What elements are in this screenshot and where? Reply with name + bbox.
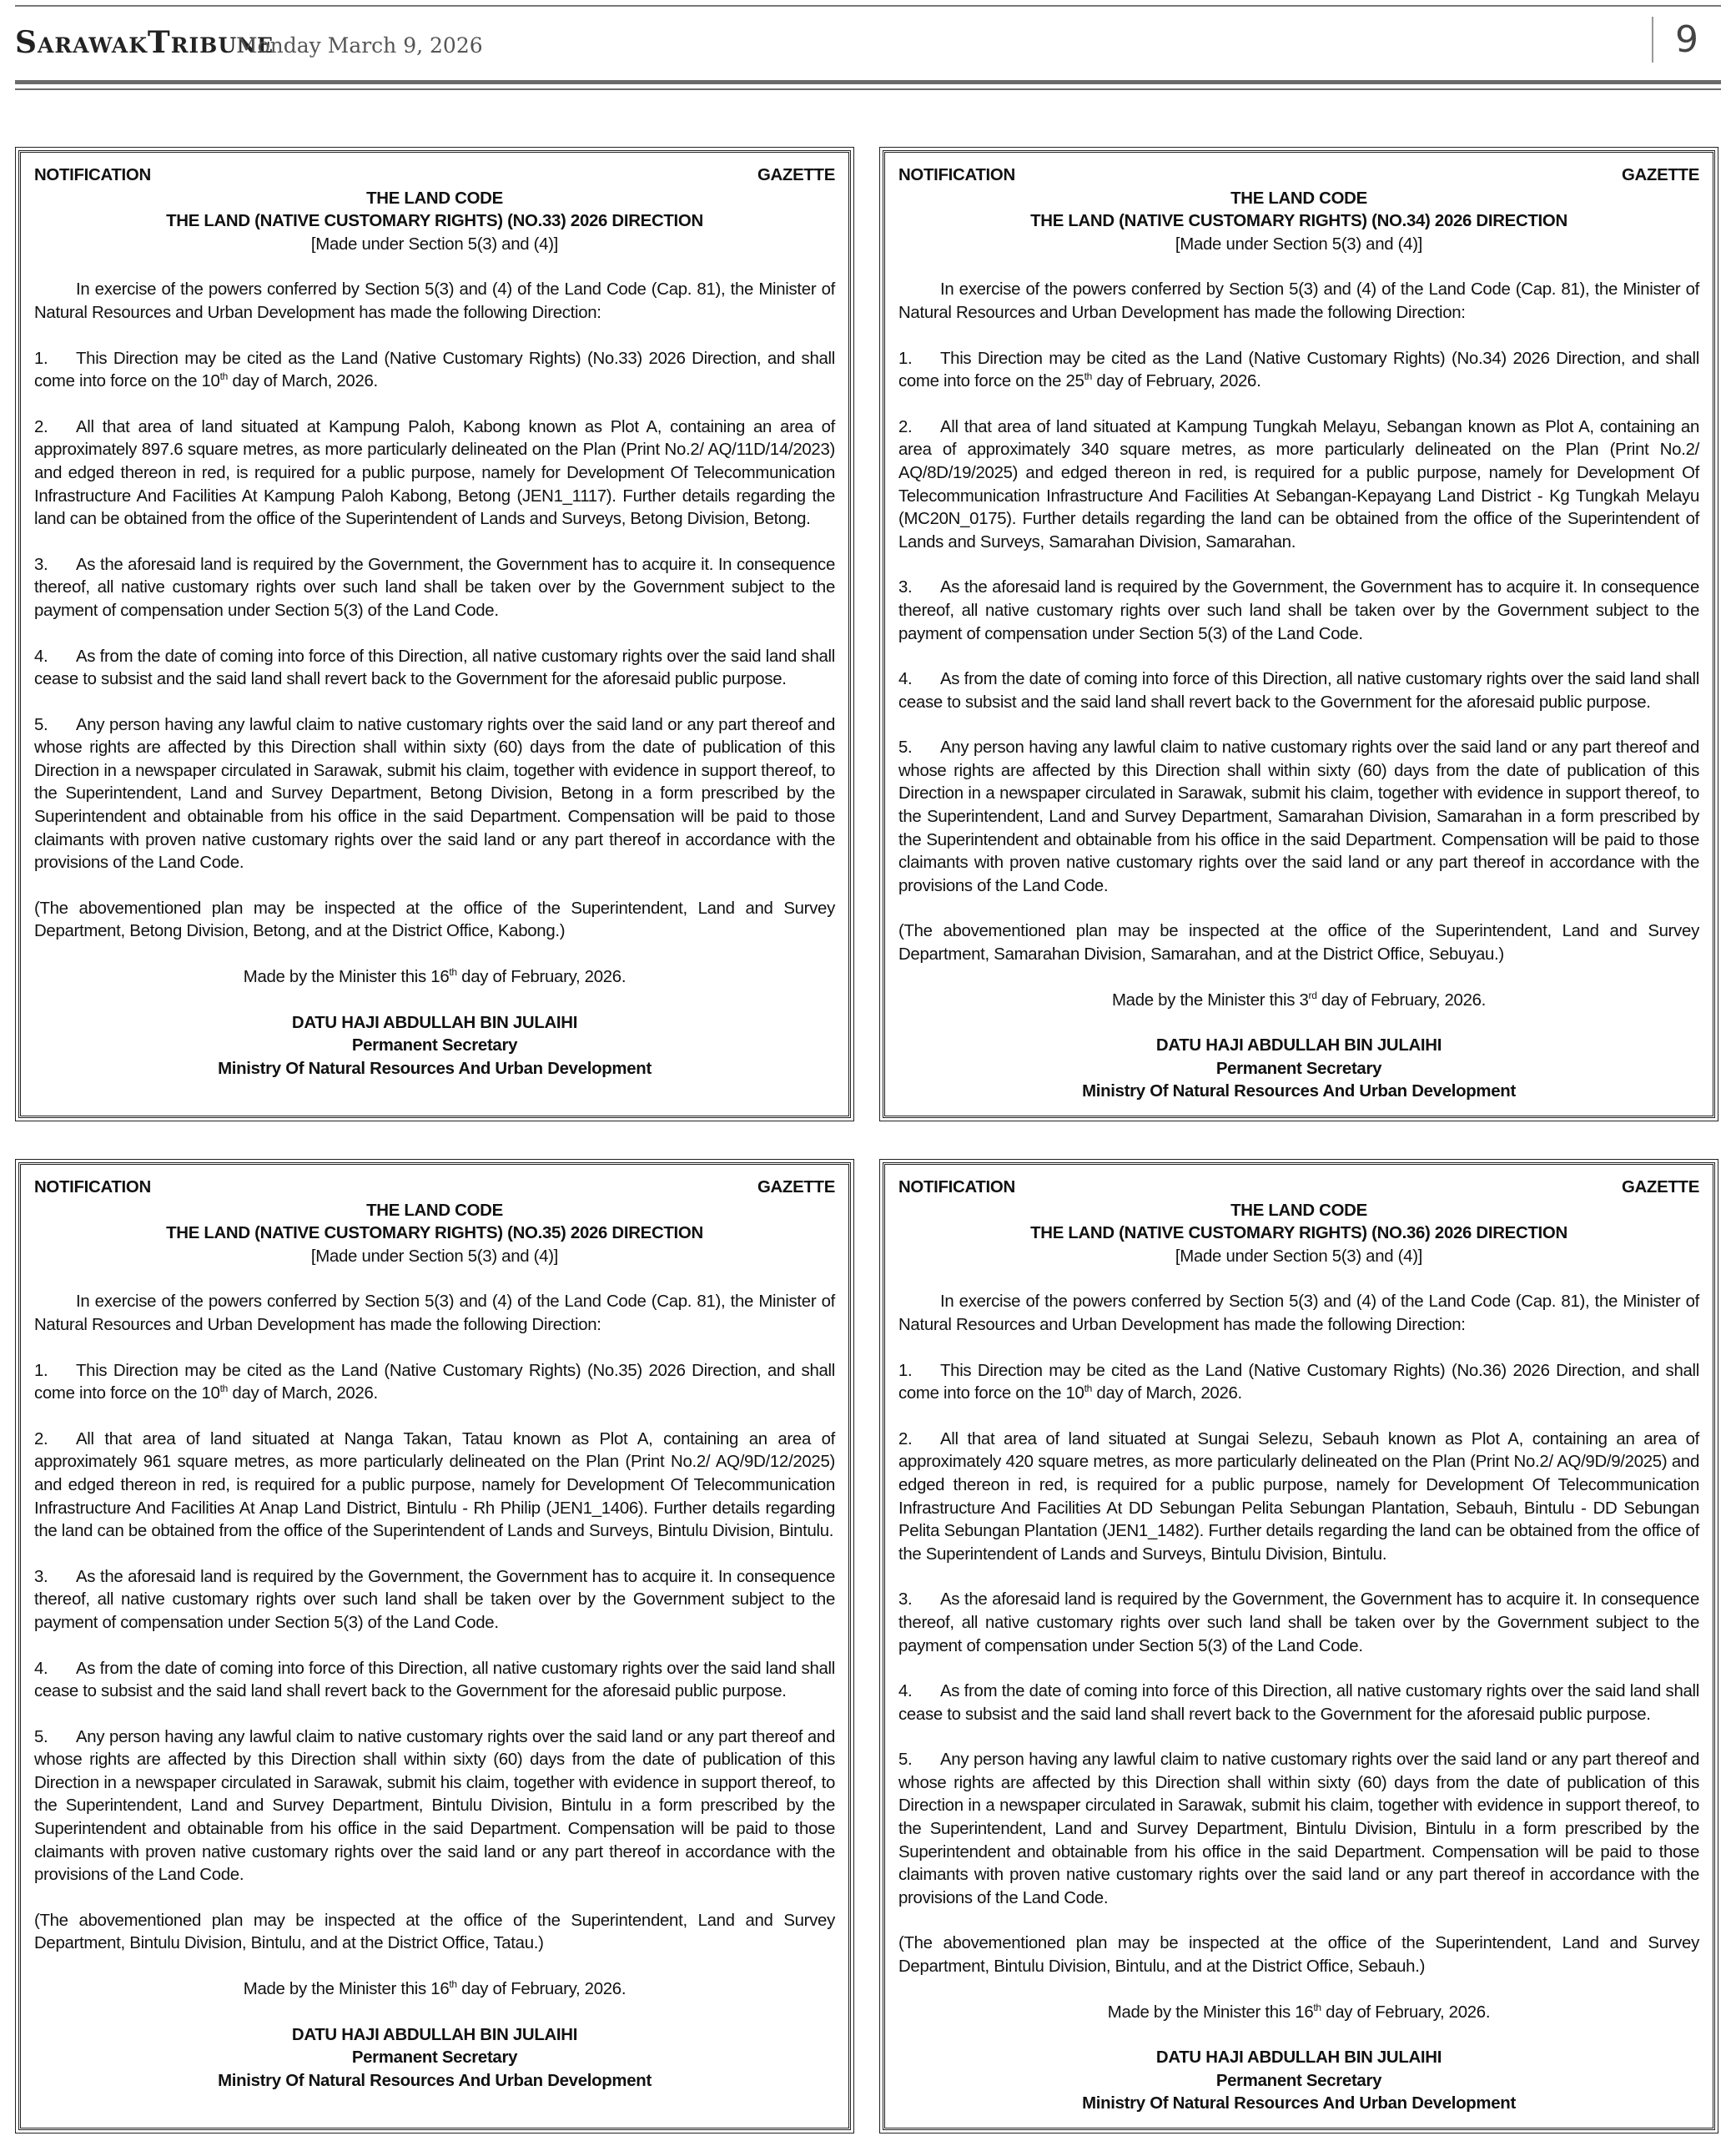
paragraph-2: 2. All that area of land situated at Kampung Paloh, Kabong known as Plot A, containing an area of approximately 897.6 square metres, as more particularly delineated on the Plan (Print No.2/ AQ/11D/14/2023) and edged thereon in red, is required for a public purpose, namely for Development Of Telecommunication Infrastructure And Facilities At Kampung Paloh Kabong, Betong (JEN1_1117). Further details regarding the land can be obtained from the office of the Superintendent of Lands and Surveys, Betong Division, Betong. bbox=[34, 417, 835, 529]
direction-title: THE LAND (NATIVE CUSTOMARY RIGHTS) (NO.33) 2026 DIRECTION bbox=[166, 212, 703, 231]
paragraph-3: 3. As the aforesaid land is required by the Government, the Government has to acquire it. In consequence thereof, all native customary rights over such land shall be taken over by the Government subject to the payment of compensation under Section 5(3) of the Land Code. bbox=[898, 1590, 1699, 1655]
paragraph-4: 4. As from the date of coming into force of this Direction, all native customary rights over the said land shall cease to subsist and the said land shall revert back to the Government for the aforesaid public purpose. bbox=[34, 1659, 835, 1701]
paragraph-1: 1. This Direction may be cited as the Land (Native Customary Rights) (No.36) 2026 Direction, and shall come into force on the 10th day of March, 2026. bbox=[898, 1361, 1699, 1403]
made-under: [Made under Section 5(3) and (4)] bbox=[310, 1247, 559, 1266]
preamble: In exercise of the powers conferred by Section 5(3) and (4) of the Land Code (Cap. 81), the Minister of Natural Resources and Urban Development has made the following Direction: bbox=[34, 1292, 835, 1334]
notice-no35 bbox=[18, 1162, 851, 2130]
paragraph-2: 2. All that area of land situated at Sungai Selezu, Sebauh known as Plot A, containing an area of approximately 420 square metres, as more particularly delineated on the Plan (Print No.2/ AQ/9D/9/2025) and edged thereon in red, is required for a public purpose, namely for Development Of Telecommunication Infrastructure And Facilities At DD Sebungan Pelita Sebungan Plantation, Sebauh, Bintulu - DD Sebungan Pelita Sebungan Plantation (JEN1_1482). Further details regarding the land can be obtained from the office of the Superintendent of Lands and Surveys, Bintulu Division, Bintulu. bbox=[898, 1429, 1699, 1564]
direction-title: THE LAND (NATIVE CUSTOMARY RIGHTS) (NO.34) 2026 DIRECTION bbox=[1030, 212, 1567, 231]
paragraph-2: 2. All that area of land situated at Nanga Takan, Tatau known as Plot A, containing an area of approximately 961 square metres, as more particularly delineated on the Plan (Print No.2/ AQ/9D/12/2025) and edged thereon in red, is required for a public purpose, namely for Development Of Telecommunication Infrastructure And Facilities At Anap Land District, Bintulu - Rh Philip (JEN1_1406). Further details regarding the land can be obtained from the office of the Superintendent of Lands and Surveys, Bintulu Division, Bintulu. bbox=[34, 1429, 835, 1541]
notice-no36 bbox=[883, 1162, 1715, 2130]
notification-label: NOTIFICATION bbox=[898, 166, 1015, 184]
paragraph-3: 3. As the aforesaid land is required by the Government, the Government has to acquire it. In consequence thereof, all native customary rights over such land shall be taken over by the Government subject to the payment of compensation under Section 5(3) of the Land Code. bbox=[34, 1567, 835, 1632]
made-under: [Made under Section 5(3) and (4)] bbox=[1175, 1247, 1423, 1266]
paragraph-5: 5. Any person having any lawful claim to native customary rights over the said land or any part thereof and whose rights are affected by this Direction shall within sixty (60) days from the date of publication of this Direction in a newspaper circulated in Sarawak, submit his claim, together with evidence in support thereof, to the Superintendent, Land and Survey Department, Samarahan Division, Samarahan in a form prescribed by the Superintendent and obtainable from his office in the said Department. Compensation will be paid to those claimants with proven native customary rights over the said land or any part thereof in accordance with the provisions of the Land Code. bbox=[898, 738, 1699, 895]
paragraph-4: 4. As from the date of coming into force of this Direction, all native customary rights over the said land shall cease to subsist and the said land shall revert back to the Government for the aforesaid public purpose. bbox=[34, 647, 835, 689]
inspection-note: (The abovementioned plan may be inspected at the office of the Superintendent, Land and Survey Department, Samarahan Division, Samarahan, and at the District Office, Sebuyau.) bbox=[898, 922, 1699, 965]
made-by-line: Made by the Minister this 3rd day of February, 2026. bbox=[1111, 989, 1487, 1010]
signatory-name: DATU HAJI ABDULLAH BIN JULAIHI bbox=[1155, 2048, 1442, 2068]
notice-header bbox=[34, 164, 835, 188]
header-rule-thin bbox=[15, 88, 1721, 90]
paragraph-4: 4. As from the date of coming into force of this Direction, all native customary rights over the said land shall cease to subsist and the said land shall revert back to the Government for the aforesaid public purpose. bbox=[898, 1682, 1699, 1724]
notice-no33 bbox=[18, 150, 851, 1118]
paragraph-4: 4. As from the date of coming into force of this Direction, all native customary rights over the said land shall cease to subsist and the said land shall revert back to the Government for the aforesaid public purpose. bbox=[898, 670, 1699, 712]
paragraph-1: 1. This Direction may be cited as the Land (Native Customary Rights) (No.35) 2026 Direction, and shall come into force on the 10th day of March, 2026. bbox=[34, 1361, 835, 1403]
signatory-position: Permanent Secretary bbox=[1215, 1059, 1382, 1078]
ministry-name: Ministry Of Natural Resources And Urban Development bbox=[218, 1059, 652, 1078]
preamble: In exercise of the powers conferred by Section 5(3) and (4) of the Land Code (Cap. 81), the Minister of Natural Resources and Urban Development has made the following Direction: bbox=[898, 280, 1699, 322]
made-by-line: Made by the Minister this 16th day of February, 2026. bbox=[243, 966, 626, 987]
notice-header bbox=[898, 1176, 1699, 1200]
top-rule bbox=[15, 5, 1721, 7]
signatory-position: Permanent Secretary bbox=[1215, 2071, 1382, 2090]
gazette-label: GAZETTE bbox=[757, 1178, 835, 1196]
notice-header bbox=[898, 164, 1699, 188]
notification-label: NOTIFICATION bbox=[34, 166, 151, 184]
paragraph-5: 5. Any person having any lawful claim to native customary rights over the said land or any part thereof and whose rights are affected by this Direction shall within sixty (60) days from the date of publication of this Direction in a newspaper circulated in Sarawak, submit his claim, together with evidence in support thereof, to the Superintendent, Land and Survey Department, Bintulu Division, Bintulu in a form prescribed by the Superintendent and obtainable from his office in the said Department. Compensation will be paid to those claimants with proven native customary rights over the said land or any part thereof in accordance with the provisions of the Land Code. bbox=[34, 1727, 835, 1885]
ministry-name: Ministry Of Natural Resources And Urban Development bbox=[218, 2071, 652, 2090]
act-title: THE LAND CODE bbox=[366, 189, 503, 208]
header-divider bbox=[1652, 17, 1653, 63]
paragraph-5: 5. Any person having any lawful claim to native customary rights over the said land or any part thereof and whose rights are affected by this Direction shall within sixty (60) days from the date of publication of this Direction in a newspaper circulated in Sarawak, submit his claim, together with evidence in support thereof, to the Superintendent, Land and Survey Department, Bintulu Division, Bintulu in a form prescribed by the Superintendent and obtainable from his office in the said Department. Compensation will be paid to those claimants with proven native customary rights over the said land or any part thereof in accordance with the provisions of the Land Code. bbox=[898, 1751, 1699, 1907]
paragraph-2: 2. All that area of land situated at Kampung Tungkah Melayu, Sebangan known as Plot A, containing an area of approximately 340 square metres, as more particularly delineated on the Plan (Print No.2/ AQ/8D/19/2025) and edged thereon in red, is required for a public purpose, namely for Development Of Telecommunication Infrastructure And Facilities At Sebangan-Kepayang Land District - Kg Tungkah Melayu (MC20N_0175). Further details regarding the land can be obtained from the office of the Superintendent of Lands and Surveys, Samarahan Division, Samarahan. bbox=[898, 417, 1699, 552]
preamble: In exercise of the powers conferred by Section 5(3) and (4) of the Land Code (Cap. 81), the Minister of Natural Resources and Urban Development has made the following Direction: bbox=[34, 280, 835, 322]
signatory-name: DATU HAJI ABDULLAH BIN JULAIHI bbox=[291, 2025, 578, 2044]
gazette-label: GAZETTE bbox=[757, 166, 835, 184]
header-rule-thick bbox=[15, 80, 1721, 84]
masthead bbox=[15, 0, 1721, 93]
inspection-note: (The abovementioned plan may be inspected at the office of the Superintendent, Land and Survey Department, Bintulu Division, Bintulu, and at the District Office, Sebauh.) bbox=[898, 1934, 1699, 1977]
made-by-line: Made by the Minister this 16th day of February, 2026. bbox=[243, 1978, 626, 1999]
publication-date: Monday March 9, 2026 bbox=[236, 33, 483, 58]
paragraph-1: 1. This Direction may be cited as the Land (Native Customary Rights) (No.33) 2026 Direction, and shall come into force on the 10th day of March, 2026. bbox=[34, 349, 835, 391]
preamble: In exercise of the powers conferred by Section 5(3) and (4) of the Land Code (Cap. 81), the Minister of Natural Resources and Urban Development has made the following Direction: bbox=[898, 1292, 1699, 1334]
notice-no34 bbox=[883, 150, 1715, 1118]
paragraph-3: 3. As the aforesaid land is required by the Government, the Government has to acquire it. In consequence thereof, all native customary rights over such land shall be taken over by the Government subject to the payment of compensation under Section 5(3) of the Land Code. bbox=[898, 578, 1699, 643]
page-number: 9 bbox=[1675, 18, 1698, 61]
direction-title: THE LAND (NATIVE CUSTOMARY RIGHTS) (NO.36) 2026 DIRECTION bbox=[1030, 1224, 1567, 1243]
ministry-name: Ministry Of Natural Resources And Urban Development bbox=[1082, 2094, 1516, 2113]
made-under: [Made under Section 5(3) and (4)] bbox=[1175, 234, 1423, 254]
gazette-label: GAZETTE bbox=[1621, 1178, 1699, 1196]
signatory-name: DATU HAJI ABDULLAH BIN JULAIHI bbox=[1155, 1036, 1442, 1055]
signatory-position: Permanent Secretary bbox=[351, 2048, 518, 2068]
signatory-name: DATU HAJI ABDULLAH BIN JULAIHI bbox=[291, 1013, 578, 1032]
signatory-position: Permanent Secretary bbox=[351, 1036, 518, 1055]
made-by-line: Made by the Minister this 16th day of February, 2026. bbox=[1107, 2001, 1491, 2022]
act-title: THE LAND CODE bbox=[1230, 189, 1367, 208]
act-title: THE LAND CODE bbox=[366, 1201, 503, 1220]
newspaper-brand: SarawakTribune bbox=[15, 25, 274, 60]
gazette-label: GAZETTE bbox=[1621, 166, 1699, 184]
notification-label: NOTIFICATION bbox=[34, 1178, 151, 1196]
notice-header bbox=[34, 1176, 835, 1200]
inspection-note: (The abovementioned plan may be inspected at the office of the Superintendent, Land and Survey Department, Betong Division, Betong, and at the District Office, Kabong.) bbox=[34, 899, 835, 941]
act-title: THE LAND CODE bbox=[1230, 1201, 1367, 1220]
direction-title: THE LAND (NATIVE CUSTOMARY RIGHTS) (NO.35) 2026 DIRECTION bbox=[166, 1224, 703, 1243]
paragraph-5: 5. Any person having any lawful claim to native customary rights over the said land or any part thereof and whose rights are affected by this Direction shall within sixty (60) days from the date of publication of this Direction in a newspaper circulated in Sarawak, submit his claim, together with evidence in support thereof, to the Superintendent, Land and Survey Department, Betong Division, Betong in a form prescribed by the Superintendent and obtainable from his office in the said Department. Compensation will be paid to those claimants with proven native customary rights over the said land or any part thereof in accordance with the provisions of the Land Code. bbox=[34, 715, 835, 873]
notification-label: NOTIFICATION bbox=[898, 1178, 1015, 1196]
ministry-name: Ministry Of Natural Resources And Urban Development bbox=[1082, 1082, 1516, 1101]
paragraph-3: 3. As the aforesaid land is required by the Government, the Government has to acquire it. In consequence thereof, all native customary rights over such land shall be taken over by the Government subject to the payment of compensation under Section 5(3) of the Land Code. bbox=[34, 555, 835, 620]
made-under: [Made under Section 5(3) and (4)] bbox=[310, 234, 559, 254]
inspection-note: (The abovementioned plan may be inspected at the office of the Superintendent, Land and Survey Department, Bintulu Division, Bintulu, and at the District Office, Tatau.) bbox=[34, 1911, 835, 1953]
paragraph-1: 1. This Direction may be cited as the Land (Native Customary Rights) (No.34) 2026 Direction, and shall come into force on the 25th day of February, 2026. bbox=[898, 349, 1699, 391]
